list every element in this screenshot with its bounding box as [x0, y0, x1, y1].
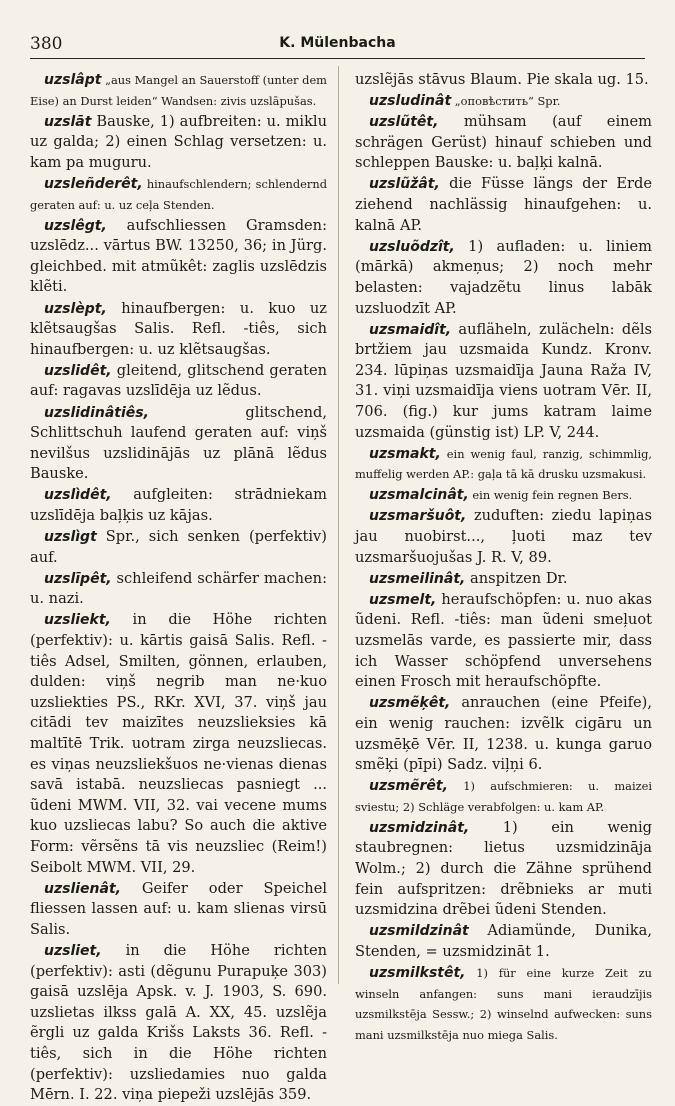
dictionary-entry — [355, 818, 652, 921]
entry-definition: schleifend schärfer machen: u. nazi. — [30, 569, 327, 608]
entry-headword: uzsliekt, — [44, 612, 111, 629]
entry-headword: uzsmẽķêt, — [369, 695, 451, 712]
entry-definition: in die Höhe richten (perfektiv): u. kārtis gaisā Salis. Refl. -tiês Adsel, Smilten, gönnen, erlauben, dulden: viņš negrib man ne·kuo uzsliekties PS., RKr. XVI, 37. viņš jau citādi tev maizītes neuzslieksies kā maltītē Trik. uotram zirga neuzsliecas. es viņas neuzsliekšuos ne·vienas dienas savā istabā. neuzsliecas pasniegt ... ũdeni MWM. VII, 32. vai vecene mums kuo uzsliecas labu? So auch die aktive Form: vẽrsẽns tā vis neuzsliec (Reim!) Seibolt MWM. VII, 29. — [30, 611, 327, 876]
dictionary-entry — [30, 174, 327, 215]
entry-definition: 1) ein wenig staubregnen: lietus uzsmidzināja Wolm.; 2) durch die Zähne sprühend fein aufspritzen: drẽbnieks ar muti uzsmidzina drẽbei ũdeni Stenden. — [355, 818, 652, 919]
dictionary-entry — [355, 506, 652, 568]
entry-headword: uzslienât, — [44, 880, 121, 897]
entry-definition: ein wenig faul, ranzig, schimmlig, muffelig werden AP.: gaļa tā kā drusku uzsmakusi. — [355, 446, 652, 482]
dictionary-entry — [30, 112, 327, 174]
entry-headword: uzslũtêt, — [369, 114, 439, 131]
entry-definition: 1) für eine kurze Zeit zu winseln anfangen: suns mani ieraudzījis uzsmilkstēja Sessw.; 2) winselnd aufwecken: suns mani uzsmilkstēja nuo miega Salis. — [355, 966, 652, 1042]
entry-definition: in die Höhe richten (perfektiv): asti (dẽgunu Purapuķe 303) gaisā uzslēja Apsk. v. J. 1903, S. 690. uzslietas ilkss galā A. XX, 45. uzslẽja ẽrgli uz galda Krišs Laksts 36. Refl. -tiês, sich in die Höhe richten (perfektiv): uzsliedamies nuo galda Mērn. I. 22. viņa piepeži uzslējās 359. — [30, 941, 327, 1104]
entry-headword: uzsmilkstêt, — [369, 965, 466, 982]
entry-headword: uzslīpêt, — [44, 570, 112, 587]
entry-definition: 1) aufschmieren: u. maizei sviestu; 2) Schläge verabfolgen: u. kam AP. — [355, 779, 652, 814]
dictionary-entry — [355, 444, 652, 485]
entry-definition: uzslẽjās stāvus Blaum. Pie skala ug. 15. — [355, 71, 649, 88]
entry-headword: uzslidêt, — [44, 362, 112, 379]
dictionary-entry — [355, 320, 652, 444]
entry-headword: uzsmildzinât — [369, 923, 469, 940]
dictionary-entry — [355, 174, 652, 236]
entry-headword: uzsludinât — [369, 93, 452, 110]
entry-definition: gleitend, glitschend geraten auf: ragavas uzslīdēja uz lẽdus. — [30, 361, 327, 400]
running-head: K. Mülenbacha — [279, 35, 396, 51]
entry-definition: „оповѣстить“ Spr. — [451, 94, 561, 109]
entry-definition: mühsam (auf einem schrägen Gerüst) hinauf schieben und schleppen Bauske: u. baļķi kalnā. — [355, 113, 652, 172]
entry-headword: uzsmaršuôt, — [369, 508, 467, 525]
dictionary-entry — [30, 216, 327, 298]
column-divider — [338, 66, 339, 984]
dictionary-entry — [355, 776, 652, 817]
entry-definition: zuduften: ziedu lapiņas jau nuobirst..., ļuoti maz tev uzsmaršuojušas J. R. V, 89. — [355, 507, 652, 566]
header-rule — [30, 58, 645, 59]
entry-headword: uzslèpt, — [44, 300, 107, 317]
entry-headword: uzslũžât, — [369, 176, 440, 193]
dictionary-entry — [355, 963, 652, 1045]
dictionary-entry — [30, 70, 327, 111]
entry-headword: uzslidinâtiês, — [44, 404, 149, 421]
entry-definition: anrauchen (eine Pfeife), ein wenig rauchen: izvẽlk cigāru un uzsmēķē Vēr. II, 1238. u. kunga garuo smẽķi (pīpi) Sadz. viļņi 6. — [355, 694, 652, 774]
dictionary-entry — [30, 485, 327, 526]
entry-definition: heraufschöpfen: u. nuo akas ũdeni. Refl. -tiês: man ũdeni smeļuot uzsmelās varde, es passierte mir, dass ich Wasser schöpfend unversehens einen Frosch mit heraufschöpfte. — [355, 590, 652, 691]
entry-headword: uzslìgt — [44, 529, 97, 546]
entry-definition: aufschliessen Gramsden: uzslēdz... vārtus BW. 13250, 36; in Jürg. gleichbed. mit atmũkêt: zaglis uzslēdzis klẽti. — [30, 216, 327, 296]
dictionary-entry — [30, 361, 327, 402]
right-column — [355, 70, 652, 1042]
dictionary-entry — [355, 70, 652, 91]
entry-headword: uzsmalcinât, — [369, 487, 469, 504]
dictionary-entry — [30, 879, 327, 941]
entry-headword: uzsleñderêt, — [44, 175, 143, 192]
entry-definition: Geifer oder Speichel fliessen lassen auf: u. kam slienas virsū Salis. — [30, 879, 327, 938]
entry-headword: uzslāt — [44, 113, 92, 130]
entry-definition: hinaufschlendern; schlendernd geraten auf: u. uz ceļa Stenden. — [30, 176, 327, 212]
entry-definition: glitschend, Schlittschuh laufend geraten auf: viņš nevilšus uzslidinājās uz plānā lẽdus Bauske. — [30, 403, 327, 483]
entry-headword: uzsmelt, — [369, 591, 437, 608]
entry-definition: aufgleiten: strādniekam uzslīdēja baļķis uz kājas. — [30, 486, 327, 524]
dictionary-entry — [355, 569, 652, 590]
dictionary-entry — [355, 921, 652, 962]
dictionary-entry — [355, 693, 652, 775]
entry-headword: uzsliet, — [44, 942, 102, 959]
entry-headword: uzslâpt — [44, 72, 102, 88]
entry-headword: uzsmakt, — [369, 445, 441, 462]
dictionary-entry — [355, 237, 652, 319]
dictionary-entry — [355, 112, 652, 174]
dictionary-entry — [30, 403, 327, 485]
dictionary-entry — [355, 485, 652, 506]
entry-headword: uzslêgt, — [44, 217, 107, 234]
dictionary-entry — [355, 91, 652, 112]
dictionary-entry — [30, 941, 327, 1106]
entry-definition: 1) aufladen: u. liniem (mārkā) akmeņus; 2) noch mehr belasten: vajadzẽtu linus labāk uzsluodzīt AP. — [355, 237, 652, 317]
entry-definition: hinaufbergen: u. kuo uz klẽtsaugšas Salis. Refl. -tiês, sich hinaufbergen: u. uz klẽtsaugšas. — [30, 299, 327, 358]
entry-headword: uzsmẽrêt, — [369, 778, 448, 795]
dictionary-entry — [30, 527, 327, 568]
entry-definition: ein wenig fein regnen Bers. — [468, 488, 633, 503]
entry-definition: aufläheln, zulächeln: dẽls brtžiem jau uzsmaida Kundz. Kronv. 234. lūpiņas uzsmaidīja Jauna Raža IV, 31. viņi uzsmaidīja viens uotram Vēr. II, 706. (fig.) kur jums katram laime uzsmaida (günstig ist) LP. V, 244. — [355, 320, 652, 441]
dictionary-entry — [355, 590, 652, 693]
page-header — [30, 34, 645, 56]
entry-definition: „aus Mangel an Sauerstoff (unter dem Eise) an Durst leiden“ Wandsen: zivis uzslāpušas. — [30, 73, 327, 108]
entry-definition: Bauske, 1) aufbreiten: u. miklu uz galda; 2) einen Schlag versetzen: u. kam pa muguru. — [30, 112, 327, 171]
dictionary-entry — [30, 569, 327, 610]
entry-definition: die Füsse längs der Erde ziehend nachlässig hinaufgehen: u. kalnā AP. — [355, 175, 652, 234]
entry-headword: uzsmaidît, — [369, 321, 452, 338]
entry-headword: uzslìdêt, — [44, 487, 112, 504]
entry-definition: Adiamünde, Dunika, Stenden, = uzsmidzināt 1. — [355, 922, 652, 960]
dictionary-entry — [30, 610, 327, 878]
entry-definition: anspitzen Dr. — [465, 569, 568, 587]
left-column — [30, 70, 327, 1104]
entry-headword: uzsmidzinât, — [369, 819, 470, 836]
dictionary-entry — [30, 299, 327, 361]
entry-definition: Spr., sich senken (perfektiv) auf. — [30, 528, 327, 566]
entry-headword: uzsmeilinât, — [369, 570, 466, 587]
page-number: 380 — [30, 34, 63, 54]
entry-headword: uzsluõdzît, — [369, 238, 455, 255]
